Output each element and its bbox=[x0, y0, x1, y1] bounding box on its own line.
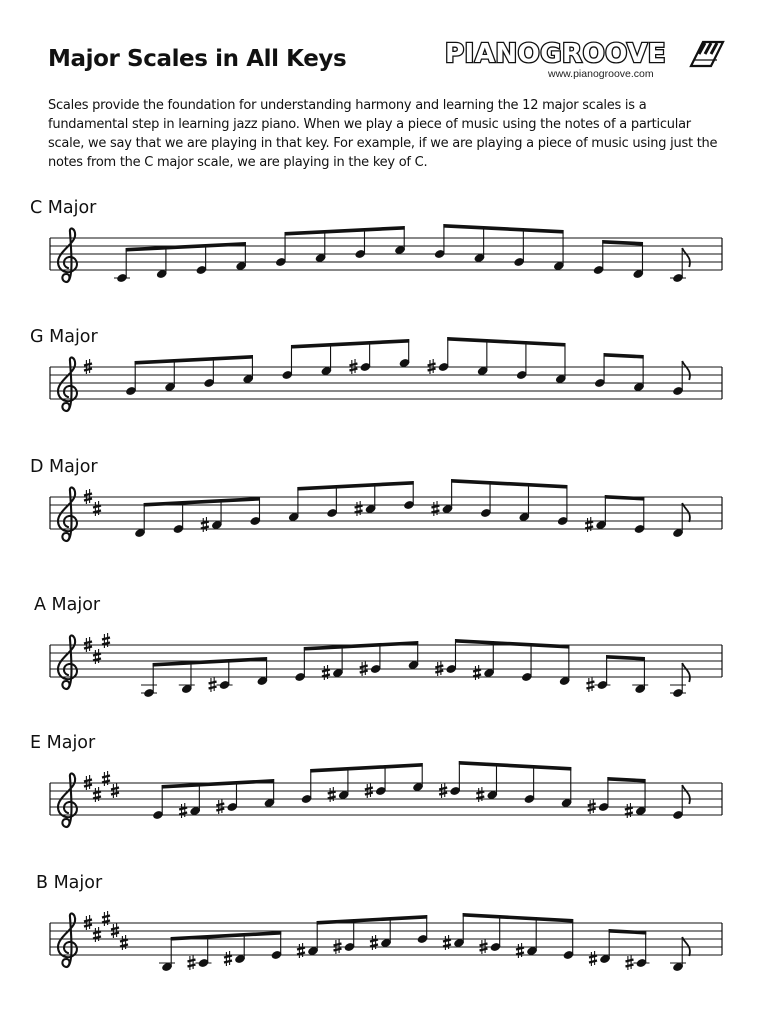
sharp-icon bbox=[476, 787, 484, 802]
sharp-icon bbox=[322, 665, 330, 680]
scale-title: C Major bbox=[30, 198, 97, 218]
treble-clef-icon bbox=[58, 914, 77, 967]
scale-c-major bbox=[0, 198, 768, 308]
sharp-icon bbox=[431, 501, 439, 516]
key-signature-sharp-icon bbox=[93, 649, 101, 664]
note-beam bbox=[604, 353, 644, 359]
page-title: Major Scales in All Keys bbox=[48, 46, 347, 72]
note-flag bbox=[682, 361, 690, 380]
note-flag bbox=[682, 248, 690, 267]
note-beam bbox=[606, 655, 645, 661]
scale-title: D Major bbox=[30, 457, 98, 477]
note-beam bbox=[607, 777, 645, 783]
sharp-icon bbox=[297, 943, 305, 958]
music-staff bbox=[0, 206, 768, 306]
key-signature-sharp-icon bbox=[102, 911, 110, 926]
note-beam bbox=[126, 242, 246, 252]
note-beam bbox=[463, 913, 574, 923]
music-staff bbox=[0, 335, 768, 435]
scale-title: A Major bbox=[34, 595, 101, 615]
treble-clef-icon bbox=[58, 229, 77, 282]
scale-b-major bbox=[0, 873, 768, 983]
note-flag bbox=[682, 663, 690, 682]
note-beam bbox=[285, 226, 405, 236]
key-signature-sharp-icon bbox=[102, 771, 110, 786]
music-staff bbox=[0, 465, 768, 565]
scale-title: B Major bbox=[36, 873, 103, 893]
key-signature-sharp-icon bbox=[93, 927, 101, 942]
sharp-icon bbox=[328, 787, 336, 802]
sharp-icon bbox=[586, 677, 594, 692]
treble-clef-icon bbox=[58, 358, 77, 411]
sharp-icon bbox=[188, 955, 196, 970]
music-staff bbox=[0, 613, 768, 713]
note-beam bbox=[162, 779, 274, 789]
sharp-icon bbox=[589, 951, 597, 966]
scale-d-major bbox=[0, 457, 768, 567]
note-beam bbox=[443, 224, 563, 234]
note-beam bbox=[304, 641, 418, 651]
sharp-icon bbox=[625, 803, 633, 818]
sharp-icon bbox=[516, 943, 524, 958]
sharp-icon bbox=[585, 517, 593, 532]
scale-e-major bbox=[0, 733, 768, 843]
intro-paragraph: Scales provide the foundation for understanding harmony and learning the 12 major scales is a fundamental step in learning jazz piano. When we play a piece of music using the notes of a particular scale, we say that we are playing in that key. For example, if we are playing a piece of music using just the notes from the C major scale, we are playing in the key of C. bbox=[48, 98, 718, 170]
note-beam bbox=[447, 337, 565, 347]
note-flag bbox=[682, 785, 690, 804]
sharp-icon bbox=[201, 517, 209, 532]
sharp-icon bbox=[473, 665, 481, 680]
key-signature-sharp-icon bbox=[93, 501, 101, 516]
note-beam bbox=[602, 240, 643, 246]
note-beam bbox=[459, 761, 571, 771]
note-beam bbox=[310, 763, 422, 773]
scale-title: G Major bbox=[30, 327, 98, 347]
pianogroove-logo bbox=[445, 38, 725, 86]
logo-wordmark: PIANOGROOVE bbox=[445, 39, 666, 69]
note-beam bbox=[451, 479, 567, 489]
scale-g-major bbox=[0, 327, 768, 437]
key-signature-sharp-icon bbox=[93, 787, 101, 802]
note-beam bbox=[153, 657, 267, 667]
treble-clef-icon bbox=[58, 774, 77, 827]
note-beam bbox=[609, 929, 647, 935]
sharp-icon bbox=[626, 955, 634, 970]
key-signature-sharp-icon bbox=[102, 633, 110, 648]
music-staff bbox=[0, 891, 768, 991]
key-signature-sharp-icon bbox=[120, 935, 128, 950]
sharp-icon bbox=[179, 803, 187, 818]
scale-a-major bbox=[0, 595, 768, 705]
sharp-icon bbox=[355, 501, 363, 516]
sharp-icon bbox=[209, 677, 217, 692]
music-staff bbox=[0, 751, 768, 851]
note-beam bbox=[455, 639, 569, 649]
sharp-icon bbox=[443, 935, 451, 950]
note-beam bbox=[291, 339, 409, 349]
note-beam bbox=[297, 481, 413, 491]
treble-clef-icon bbox=[58, 488, 77, 541]
sharp-icon bbox=[224, 951, 232, 966]
note-beam bbox=[605, 495, 644, 501]
note-beam bbox=[135, 355, 253, 365]
treble-clef-icon bbox=[58, 636, 77, 689]
logo-url: www.pianogroove.com bbox=[548, 68, 654, 80]
scale-title: E Major bbox=[30, 733, 96, 753]
sharp-icon bbox=[370, 935, 378, 950]
piano-keys-icon bbox=[689, 40, 725, 68]
